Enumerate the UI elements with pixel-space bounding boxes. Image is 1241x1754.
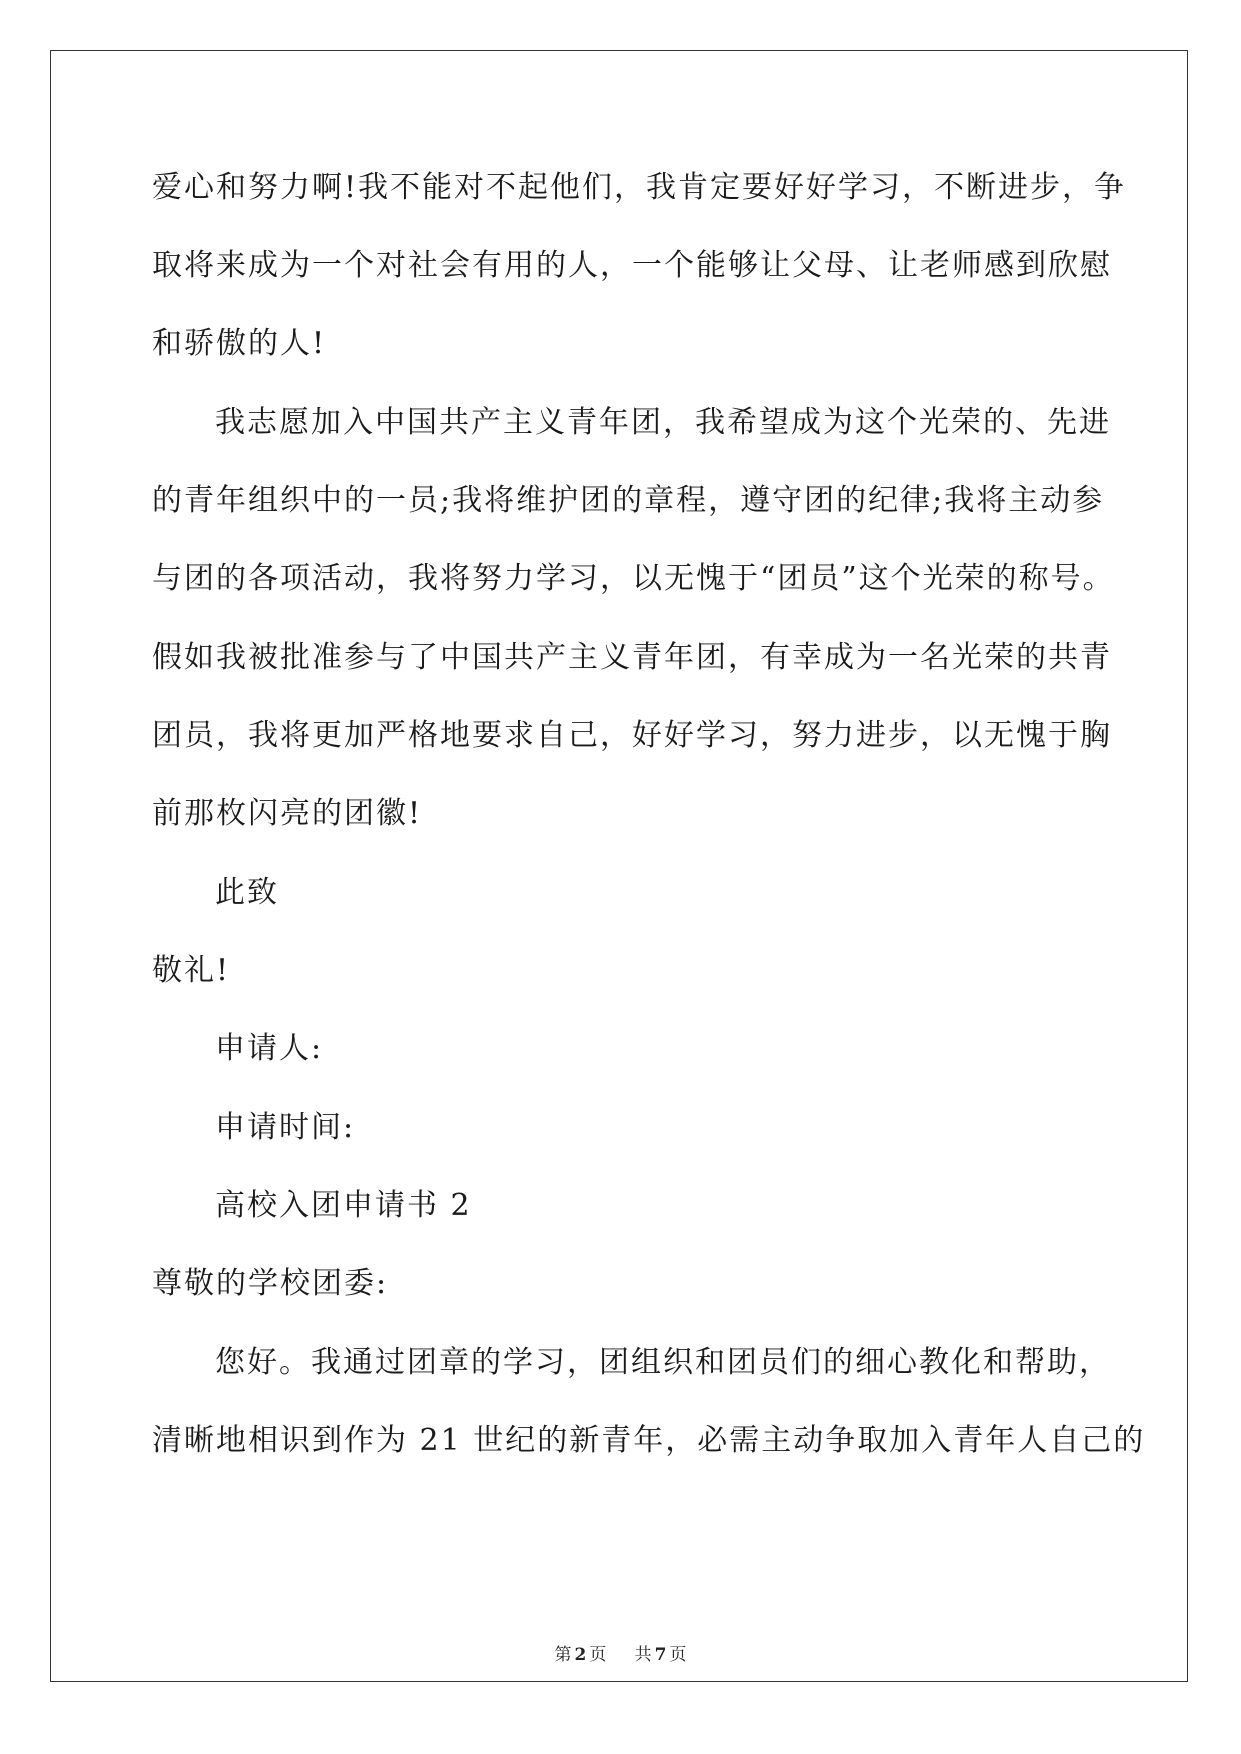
addressee-line: 尊敬的学校团委: — [152, 1266, 389, 1301]
text-line: 团员，我将更加严格地要求自己，好好学习，努力进步，以无愧于胸 — [152, 718, 1112, 753]
text-line: 您好。我通过团章的学习，团组织和团员们的细心教化和帮助， — [215, 1345, 1111, 1380]
text-line: 取将来成为一个对社会有用的人，一个能够让父母、让老师感到欣慰 — [152, 248, 1112, 283]
total-unit: 页 — [669, 1645, 687, 1665]
applicant-label: 申请人: — [215, 1031, 324, 1066]
page-number: 2 — [574, 1645, 587, 1665]
section-title: 高校入团申请书 2 — [215, 1188, 472, 1223]
page-unit: 页 — [589, 1645, 607, 1665]
text-line: 前那枚闪亮的团徽! — [152, 796, 423, 831]
text-line: 爱心和努力啊!我不能对不起他们，我肯定要好好学习，不断进步，争 — [152, 170, 1127, 205]
text-line: 与团的各项活动，我将努力学习，以无愧于“团员”这个光荣的称号。 — [152, 561, 1115, 596]
text-line: 清晰地相识到作为 21 世纪的新青年，必需主动争取加入青年人自己的 — [152, 1423, 1146, 1458]
closing-line: 此致 — [215, 875, 279, 910]
text-line: 的青年组织中的一员;我将维护团的章程，遵守团的纪律;我将主动参 — [152, 483, 1105, 518]
text-line: 和骄傲的人! — [152, 326, 327, 361]
text-line: 我志愿加入中国共产主义青年团，我希望成为这个光荣的、先进 — [215, 405, 1111, 440]
total-indicator — [632, 1645, 690, 1665]
page-prefix: 第 — [554, 1645, 572, 1665]
date-label: 申请时间: — [215, 1110, 356, 1145]
text-line: 假如我被批准参与了中国共产主义青年团，有幸成为一名光荣的共青 — [152, 640, 1112, 675]
total-pages: 7 — [654, 1645, 667, 1665]
page-footer — [0, 1640, 1241, 1665]
salutation-line: 敬礼! — [152, 953, 231, 988]
page-indicator — [552, 1645, 610, 1665]
total-prefix: 共 — [634, 1645, 652, 1665]
